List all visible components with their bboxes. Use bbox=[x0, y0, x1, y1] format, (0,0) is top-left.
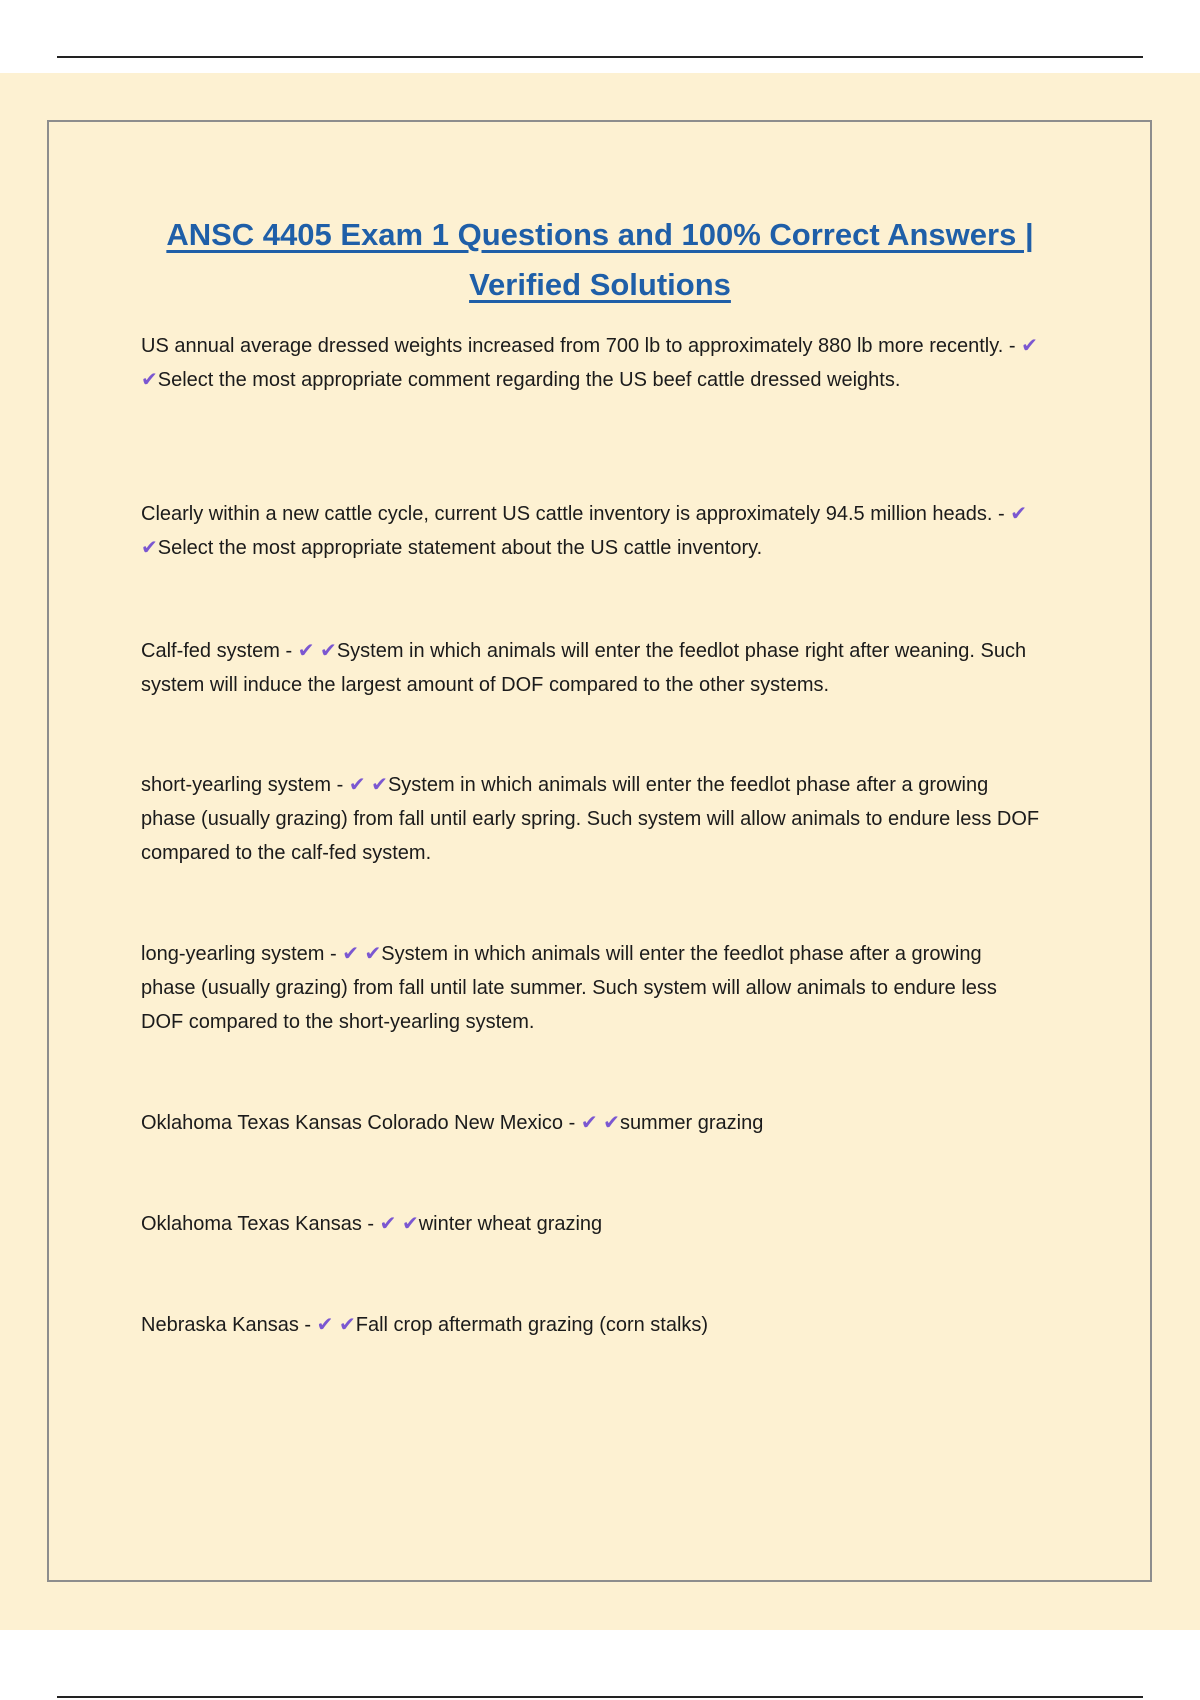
check-icon: ✔ bbox=[401, 1213, 419, 1235]
qa-separator: - bbox=[298, 1314, 317, 1336]
check-icon: ✔ bbox=[316, 1314, 334, 1336]
qa-question: Nebraska Kansas bbox=[141, 1314, 299, 1336]
qa-answer: Fall crop aftermath grazing (corn stalks) bbox=[355, 1314, 709, 1336]
qa-item bbox=[141, 1207, 1041, 1241]
qa-question: Oklahoma Texas Kansas bbox=[141, 1213, 362, 1235]
qa-item bbox=[141, 937, 1041, 1039]
qa-answer: Select the most appropriate statement about the US cattle inventory. bbox=[157, 537, 763, 559]
qa-item bbox=[141, 634, 1041, 702]
qa-answer: System in which animals will enter the feedlot phase after a growing phase (usually grazing) from fall until late summer. Such system will allow animals to endure less DOF compared to the short-yearling system. bbox=[141, 943, 997, 1033]
title-line-2: Verified Solutions bbox=[469, 267, 731, 302]
qa-answer: Select the most appropriate comment regarding the US beef cattle dressed weights. bbox=[157, 369, 901, 391]
qa-item bbox=[141, 497, 1041, 565]
qa-item bbox=[141, 329, 1041, 397]
check-icon: ✔ bbox=[348, 774, 366, 796]
check-icon: ✔ bbox=[141, 369, 158, 391]
check-icon: ✔ bbox=[1021, 335, 1038, 357]
qa-question: Clearly within a new cattle cycle, current US cattle inventory is approximately 94.5 million heads. bbox=[141, 503, 993, 525]
check-icon: ✔ bbox=[379, 1213, 397, 1235]
top-rule bbox=[57, 56, 1143, 58]
qa-separator: - bbox=[992, 503, 1011, 525]
qa-item bbox=[141, 1106, 1041, 1140]
check-icon: ✔ bbox=[297, 640, 315, 662]
check-icon: ✔ bbox=[320, 640, 337, 662]
check-icon: ✔ bbox=[603, 1112, 620, 1134]
check-icon: ✔ bbox=[580, 1112, 598, 1134]
check-icon: ✔ bbox=[1010, 503, 1028, 525]
check-icon: ✔ bbox=[338, 1314, 356, 1336]
qa-answer: winter wheat grazing bbox=[418, 1213, 603, 1235]
qa-question: short-yearling system bbox=[141, 774, 332, 796]
qa-item bbox=[141, 768, 1041, 870]
title-line-1: ANSC 4405 Exam 1 Questions and 100% Correct Answers | bbox=[166, 217, 1034, 252]
qa-separator: - bbox=[279, 640, 298, 662]
qa-question: Calf-fed system bbox=[141, 640, 280, 662]
check-icon: ✔ bbox=[371, 774, 388, 796]
bottom-rule bbox=[57, 1696, 1143, 1698]
qa-separator: - bbox=[1003, 335, 1022, 357]
qa-separator: - bbox=[361, 1213, 380, 1235]
qa-answer: summer grazing bbox=[619, 1112, 764, 1134]
check-icon: ✔ bbox=[364, 943, 382, 965]
check-icon: ✔ bbox=[342, 943, 359, 965]
check-icon: ✔ bbox=[141, 537, 158, 559]
qa-answer: System in which animals will enter the feedlot phase right after weaning. Such system will induce the largest amount of DOF compared to the other systems. bbox=[141, 640, 1027, 696]
qa-item bbox=[141, 1308, 1041, 1342]
qa-separator: - bbox=[563, 1112, 581, 1134]
document-title bbox=[0, 210, 1200, 310]
qa-separator: - bbox=[331, 774, 349, 796]
qa-answer: System in which animals will enter the feedlot phase after a growing phase (usually grazing) from fall until early spring. Such system will allow animals to endure less DOF compared to the calf-fed system. bbox=[141, 774, 1040, 864]
qa-question: US annual average dressed weights increased from 700 lb to approximately 880 lb more recently. bbox=[141, 335, 1004, 357]
qa-question: long-yearling system bbox=[141, 943, 325, 965]
qa-question: Oklahoma Texas Kansas Colorado New Mexico bbox=[141, 1112, 564, 1134]
qa-separator: - bbox=[324, 943, 343, 965]
